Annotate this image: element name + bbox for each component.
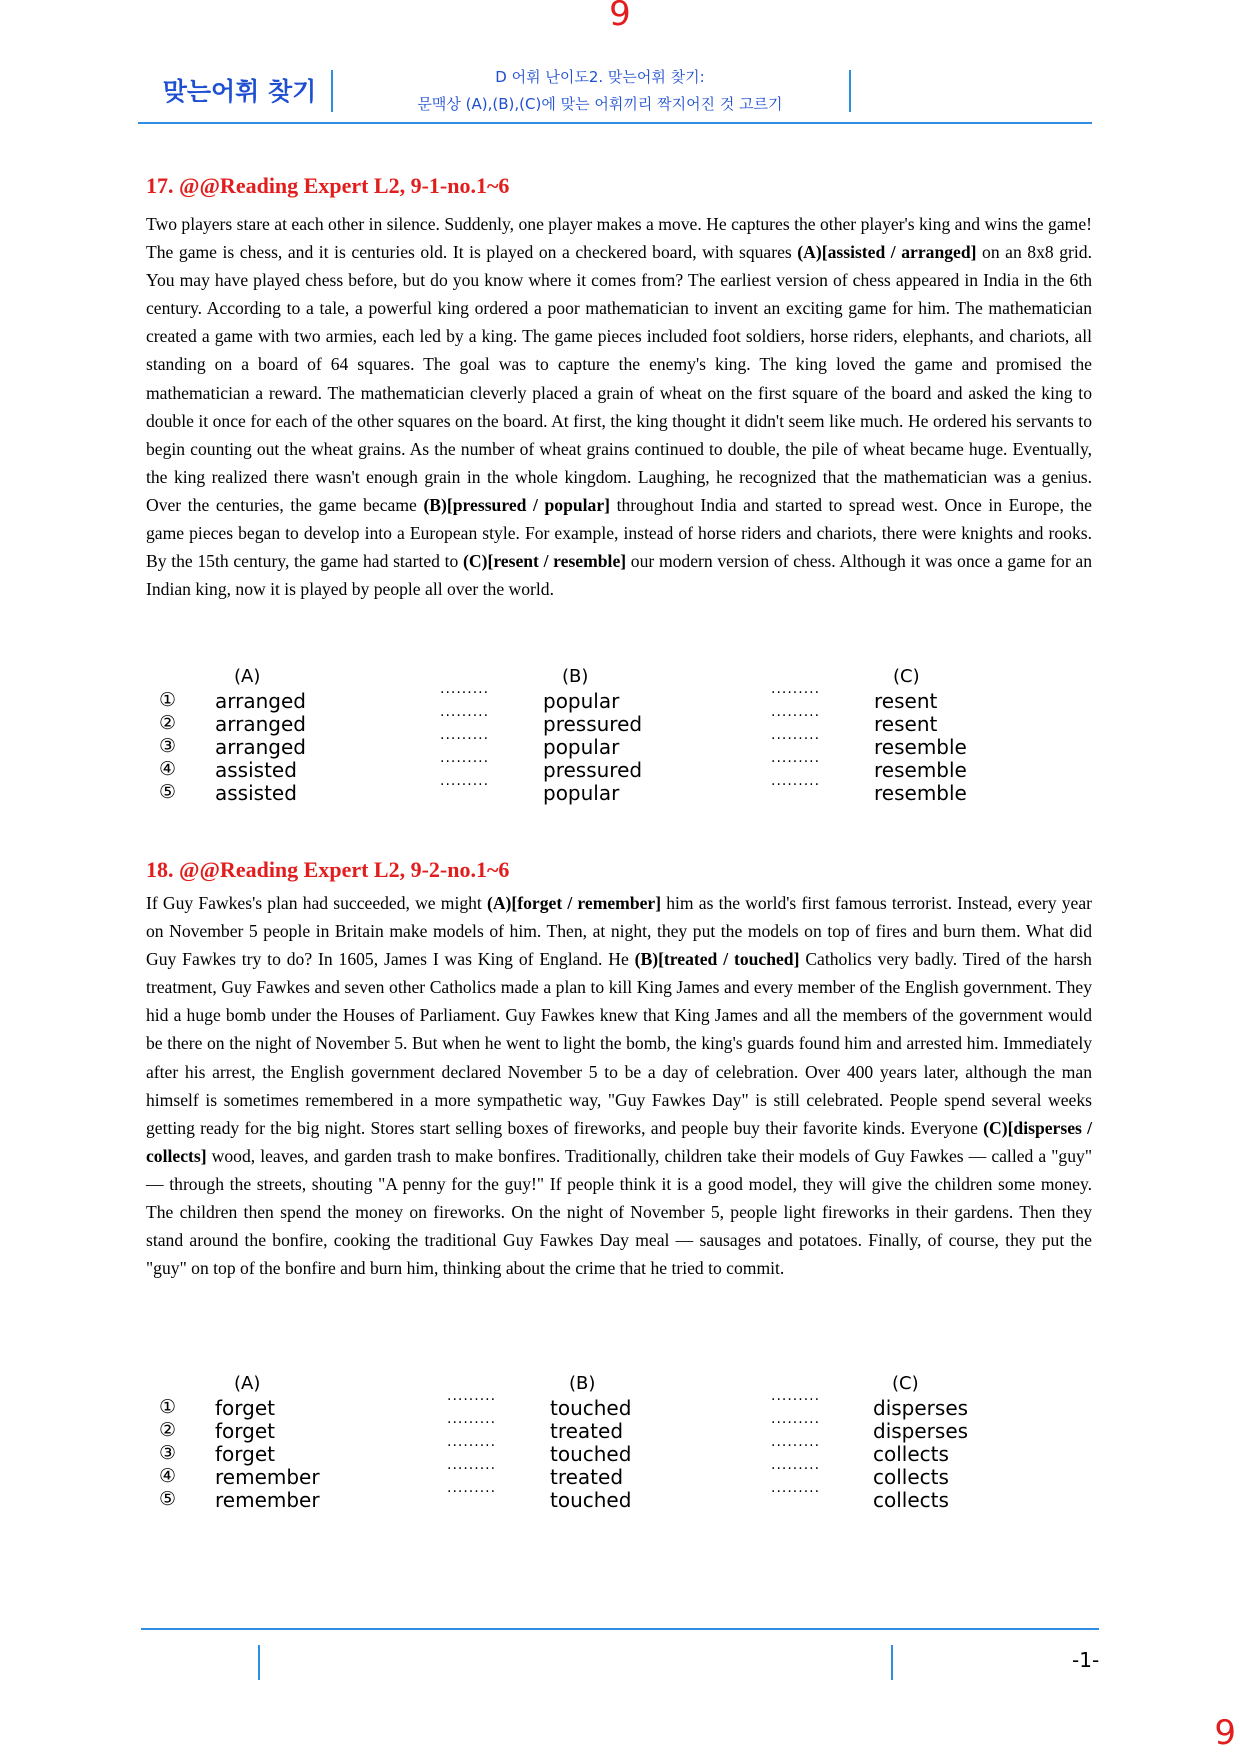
option-a: assisted bbox=[215, 781, 297, 805]
leader-dots: ········· bbox=[771, 731, 821, 747]
option-a: forget bbox=[215, 1396, 275, 1420]
column-header-a: (A) bbox=[234, 1373, 261, 1394]
column-header-a: (A) bbox=[234, 666, 261, 687]
answer-option-5[interactable] bbox=[0, 1484, 1240, 1512]
option-b: pressured bbox=[543, 758, 643, 782]
leader-dots: ········· bbox=[440, 731, 490, 747]
leader-dots: ········· bbox=[447, 1438, 497, 1454]
passage-text: our modern version of chess. Although it was once a game for an Indian king, now it is played by people all over the world. bbox=[146, 551, 1092, 600]
leader-dots: ········· bbox=[771, 777, 821, 793]
option-c: collects bbox=[873, 1442, 949, 1466]
answer-option-4[interactable] bbox=[0, 754, 1240, 782]
answer-option-2[interactable] bbox=[0, 1415, 1240, 1443]
option-a: assisted bbox=[215, 758, 297, 782]
option-a: forget bbox=[215, 1419, 275, 1443]
answer-option-5[interactable] bbox=[0, 777, 1240, 805]
option-b: treated bbox=[550, 1465, 624, 1489]
option-number: ① bbox=[159, 689, 177, 711]
passage-text: him as the world's first famous terrorist. Instead, every year on November 5 people in Britain make models of him. Then, at night, they put the models on top of fires and burn them. What did Guy Fawkes try to do? In 1605, James I was King of England. He bbox=[146, 893, 1092, 970]
option-b: popular bbox=[543, 689, 620, 713]
leader-dots: ········· bbox=[447, 1415, 497, 1431]
option-c: resent bbox=[874, 689, 938, 713]
header-divider-left bbox=[331, 70, 333, 112]
section-title: 맞는어휘 찾기 bbox=[162, 77, 317, 106]
answer-option-4[interactable] bbox=[0, 1461, 1240, 1489]
blank-b: (B)[treated / touched] bbox=[634, 949, 800, 970]
column-header-b: (B) bbox=[569, 1373, 596, 1394]
footer-divider-right bbox=[891, 1645, 893, 1680]
header-subtitle-line1: D 어휘 난이도2. 맞는어휘 찾기: bbox=[495, 68, 705, 86]
option-b: touched bbox=[550, 1488, 632, 1512]
option-number: ② bbox=[159, 712, 177, 734]
column-header-b: (B) bbox=[562, 666, 589, 687]
column-header-c: (C) bbox=[893, 666, 920, 687]
answer-option-3[interactable] bbox=[0, 1438, 1240, 1466]
answer-option-3[interactable] bbox=[0, 731, 1240, 759]
leader-dots: ········· bbox=[771, 1461, 821, 1477]
leader-dots: ········· bbox=[440, 754, 490, 770]
leader-dots: ········· bbox=[771, 685, 821, 701]
option-c: disperses bbox=[873, 1419, 969, 1443]
footer-rule bbox=[141, 1628, 1099, 1630]
header-rule bbox=[138, 122, 1092, 124]
passage-text: Two players stare at each other in silence. Suddenly, one player makes a move. He captures the other player's king and wins the game! The game is chess, and it is centuries old. It is played on a checkered board, with squares bbox=[146, 214, 1092, 263]
leader-dots: ········· bbox=[771, 754, 821, 770]
option-c: disperses bbox=[873, 1396, 969, 1420]
leader-dots: ········· bbox=[771, 1392, 821, 1408]
option-c: resemble bbox=[874, 781, 967, 805]
option-a: remember bbox=[215, 1465, 320, 1489]
option-c: resemble bbox=[874, 758, 967, 782]
option-a: arranged bbox=[215, 689, 306, 713]
option-b: popular bbox=[543, 735, 620, 759]
column-header-c: (C) bbox=[892, 1373, 919, 1394]
option-a: arranged bbox=[215, 712, 306, 736]
question-title-18: 18. @@Reading Expert L2, 9-2-no.1~6 bbox=[146, 857, 510, 882]
leader-dots: ········· bbox=[771, 708, 821, 724]
option-number: ① bbox=[159, 1396, 177, 1418]
leader-dots: ········· bbox=[771, 1438, 821, 1454]
option-number: ④ bbox=[159, 758, 177, 780]
header-subtitle-line2: 문맥상 (A),(B),(C)에 맞는 어휘끼리 짝지어진 것 고르기 bbox=[417, 95, 783, 113]
option-number: ② bbox=[159, 1419, 177, 1441]
option-number: ④ bbox=[159, 1465, 177, 1487]
leader-dots: ········· bbox=[447, 1484, 497, 1500]
leader-dots: ········· bbox=[771, 1415, 821, 1431]
option-b: pressured bbox=[543, 712, 643, 736]
option-a: forget bbox=[215, 1442, 275, 1466]
option-number: ③ bbox=[159, 735, 177, 757]
passage-text: on an 8x8 grid. You may have played chess before, but do you know where it comes from? The earliest version of chess appeared in India in the 6th century. According to a tale, a powerful king ordered a poor mathematician to invent an exciting game for him. The mathematician created a game with two armies, each led by a king. The game pieces included foot soldiers, horse riders, elephants, and chariots, all standing on a board of 64 squares. The goal was to capture the enemy's king. The king loved the game and promised the mathematician a reward. The mathematician cleverly placed a grain of wheat on the first square of the board and asked the king to double it once for each of the other squares on the board. At first, the king thought it didn't seem like much. He ordered his servants to begin counting out the wheat grains. As the number of wheat grains continued to double, the pile of wheat became huge. Eventually, the king realized there wasn't enough grain in the whole kingdom. Laughing, he recognized that the mathematician was a genius. Over the centuries, the game became bbox=[146, 242, 1092, 515]
leader-dots: ········· bbox=[440, 708, 490, 724]
leader-dots: ········· bbox=[447, 1392, 497, 1408]
blank-c: (C)[disperses / collects] bbox=[146, 1117, 1092, 1166]
blank-c: (C)[resent / resemble] bbox=[463, 551, 627, 572]
header-divider-right bbox=[849, 70, 851, 112]
option-c: resent bbox=[874, 712, 938, 736]
option-number: ⑤ bbox=[159, 781, 177, 803]
option-b: touched bbox=[550, 1442, 632, 1466]
option-number: ⑤ bbox=[159, 1488, 177, 1510]
blank-a: (A)[forget / remember] bbox=[486, 893, 662, 913]
question-title-17: 17. @@Reading Expert L2, 9-1-no.1~6 bbox=[146, 173, 510, 198]
option-b: popular bbox=[543, 781, 620, 805]
leader-dots: ········· bbox=[440, 777, 490, 793]
answer-option-2[interactable] bbox=[0, 708, 1240, 736]
passage-text: If Guy Fawkes's plan had succeeded, we might bbox=[146, 893, 487, 913]
answer-option-1[interactable] bbox=[0, 1392, 1240, 1420]
page-top-number: 9 bbox=[609, 0, 631, 34]
option-c: collects bbox=[873, 1465, 949, 1489]
blank-a: (A)[assisted / arranged] bbox=[797, 242, 977, 263]
option-b: touched bbox=[550, 1396, 632, 1420]
leader-dots: ········· bbox=[771, 1484, 821, 1500]
option-a: remember bbox=[215, 1488, 320, 1512]
answer-option-1[interactable] bbox=[0, 685, 1240, 713]
option-a: arranged bbox=[215, 735, 306, 759]
option-c: resemble bbox=[874, 735, 967, 759]
leader-dots: ········· bbox=[447, 1461, 497, 1477]
blank-b: (B)[pressured / popular] bbox=[423, 494, 610, 515]
leader-dots: ········· bbox=[440, 685, 490, 701]
footer-divider-left bbox=[258, 1645, 260, 1680]
option-b: treated bbox=[550, 1419, 624, 1443]
question-passage-17 bbox=[146, 210, 1092, 603]
page-corner-number: 9 bbox=[1214, 1713, 1236, 1753]
passage-text: throughout India and started to spread west. Once in Europe, the game pieces began to develop into a European style. For example, instead of horse riders and chariots, there were knights and rooks. By the 15th century, the game had started to bbox=[146, 494, 1092, 572]
passage-text: Catholics very badly. Tired of the harsh treatment, Guy Fawkes and seven other Catholics made a plan to kill King James and every member of the English government. They hid a huge bomb under the Houses of Parliament. Guy Fawkes knew that King James and all the members of the government would be there on the night of November 5. But when he went to light the bomb, the king's guards found him and arrested him. Immediately after his arrest, the English government declared November 5 to be a day of celebration. Over 400 years later, although the man himself is sometimes remembered in a more sympathetic way, "Guy Fawkes Day" is still celebrated. People spend several weeks getting ready for the big night. Stores start selling boxes of fireworks, and people buy their favorite kinds. Everyone bbox=[146, 949, 1092, 1138]
option-c: collects bbox=[873, 1488, 949, 1512]
option-number: ③ bbox=[159, 1442, 177, 1464]
footer-page-number: -1- bbox=[1072, 1648, 1100, 1672]
question-passage-18 bbox=[146, 889, 1092, 1282]
passage-text: wood, leaves, and garden trash to make bonfires. Traditionally, children take their models of Guy Fawkes — called a "guy" — through the streets, shouting "A penny for the guy!" If people think it is a good model, they will give the children some money. The children then spend the money on fireworks. On the night of November 5, people light fireworks in their gardens. Then they stand around the bonfire, cooking the traditional Guy Fawkes Day meal — sausages and potatoes. Finally, of course, they put the "guy" on top of the bonfire and burn him, thinking about the crime that he tried to commit. bbox=[146, 1145, 1092, 1279]
